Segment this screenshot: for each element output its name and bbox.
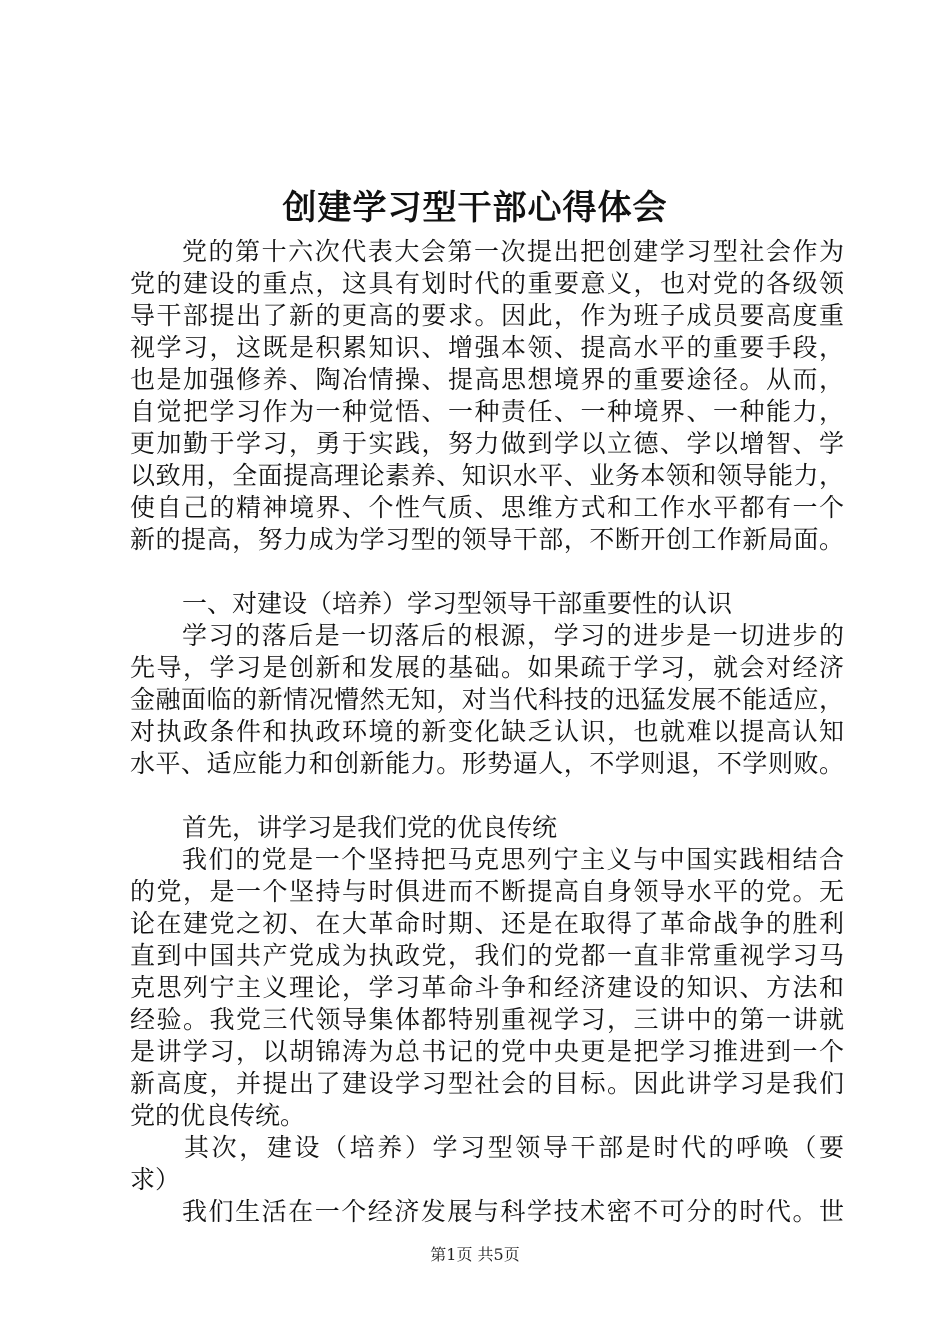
paragraph-4-line-1: 我们生活在一个经济发展与科学技术密不可分的时代。世 <box>182 1197 844 1226</box>
paragraph-2-line-4: 对执政条件和执政环境的新变化缺乏认识，也就难以提高认知 <box>130 717 844 746</box>
paragraph-1-line-10: 新的提高，努力成为学习型的领导干部，不断开创工作新局面。 <box>130 525 844 554</box>
paragraph-1-line-1: 党的第十六次代表大会第一次提出把创建学习型社会作为 <box>182 237 844 266</box>
paragraph-3-line-4: 直到中国共产党成为执政党，我们的党都一直非常重视学习马 <box>130 941 844 970</box>
paragraph-1-line-5: 也是加强修养、陶冶情操、提高思想境界的重要途径。从而， <box>130 365 844 394</box>
paragraph-1-line-7: 更加勤于学习，勇于实践，努力做到学以立德、学以增智、学 <box>130 429 844 458</box>
paragraph-3-line-2: 的党，是一个坚持与时俱进而不断提高自身领导水平的党。无 <box>130 877 844 906</box>
paragraph-1-line-3: 导干部提出了新的更高的要求。因此，作为班子成员要高度重 <box>130 301 844 330</box>
paragraph-1-line-6: 自觉把学习作为一种觉悟、一种责任、一种境界、一种能力， <box>130 397 844 426</box>
paragraph-2-line-3: 金融面临的新情况懵然无知，对当代科技的迅猛发展不能适应， <box>130 685 844 714</box>
paragraph-2-line-2: 先导，学习是创新和发展的基础。如果疏于学习，就会对经济 <box>130 653 844 682</box>
section-heading-3-line-1: 其次，建设（培养）学习型领导干部是时代的呼唤（要 <box>184 1133 844 1162</box>
section-heading-1: 一、对建设（培养）学习型领导干部重要性的认识 <box>182 589 733 618</box>
paragraph-2-line-1: 学习的落后是一切落后的根源，学习的进步是一切进步的 <box>182 621 844 650</box>
section-heading-3-line-2: 求） <box>130 1165 181 1194</box>
document-body <box>130 236 844 1228</box>
paragraph-spacer <box>130 556 844 588</box>
paragraph-3-line-9: 党的优良传统。 <box>130 1101 306 1130</box>
page-footer: 第1页 共5页 <box>430 1245 520 1264</box>
paragraph-3-line-3: 论在建党之初、在大革命时期、还是在取得了革命战争的胜利 <box>130 909 844 938</box>
section-heading-2: 首先，讲学习是我们党的优良传统 <box>182 813 558 842</box>
paragraph-1-line-9: 使自己的精神境界、个性气质、思维方式和工作水平都有一个 <box>130 493 844 522</box>
paragraph-2-line-5: 水平、适应能力和创新能力。形势逼人，不学则退，不学则败。 <box>130 749 844 778</box>
document-title: 创建学习型干部心得体会 <box>282 188 668 228</box>
paragraph-3-line-8: 新高度，并提出了建设学习型社会的目标。因此讲学习是我们 <box>130 1069 844 1098</box>
paragraph-1-line-8: 以致用，全面提高理论素养、知识水平、业务本领和领导能力， <box>130 461 844 490</box>
paragraph-3-line-1: 我们的党是一个坚持把马克思列宁主义与中国实践相结合 <box>182 845 844 874</box>
paragraph-3-line-5: 克思列宁主义理论，学习革命斗争和经济建设的知识、方法和 <box>130 973 844 1002</box>
paragraph-3-line-7: 是讲学习，以胡锦涛为总书记的党中央更是把学习推进到一个 <box>130 1037 844 1066</box>
paragraph-spacer <box>130 780 844 812</box>
paragraph-1-line-2: 党的建设的重点，这具有划时代的重要意义，也对党的各级领 <box>130 269 844 298</box>
paragraph-1-line-4: 视学习，这既是积累知识、增强本领、提高水平的重要手段， <box>130 333 844 362</box>
paragraph-3-line-6: 经验。我党三代领导集体都特别重视学习，三讲中的第一讲就 <box>130 1005 844 1034</box>
